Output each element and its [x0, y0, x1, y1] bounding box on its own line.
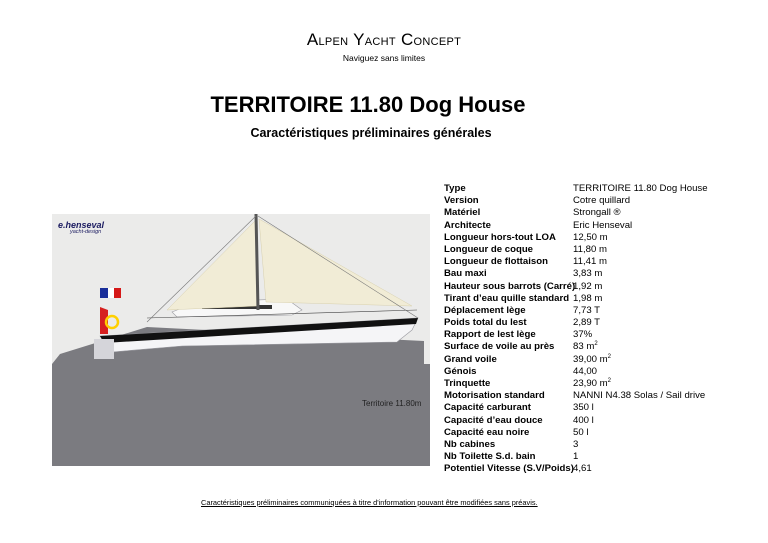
spec-label: Bau maxi	[444, 268, 487, 280]
spec-row	[444, 463, 708, 475]
spec-value: 11,80 m	[573, 243, 607, 255]
spec-row	[444, 183, 708, 195]
spec-row	[444, 390, 708, 402]
spec-label: Trinquette	[444, 378, 491, 389]
spec-label: Capacité d’eau douce	[444, 414, 543, 426]
spec-row	[444, 305, 708, 317]
specs-table	[444, 183, 708, 476]
spec-label: Déplacement lège	[444, 304, 526, 316]
spec-value: 83 $m^2$	[573, 341, 598, 353]
flag-red	[114, 288, 121, 298]
spec-row	[444, 378, 708, 390]
spec-row	[444, 402, 708, 414]
spec-value: 3,83 m	[573, 268, 603, 280]
spec-label: Rapport de lest lège	[444, 329, 536, 341]
brand-word: YACHT	[353, 30, 396, 49]
designer-logo-sub: yacht-design	[70, 229, 102, 235]
spec-row	[444, 329, 708, 341]
brand-name	[0, 30, 768, 50]
brand-word: CONCEPT	[400, 30, 462, 49]
spec-label: Grand voile	[444, 353, 497, 365]
spec-row	[444, 341, 708, 353]
spec-value: TERRITOIRE 11.80 Dog House	[573, 183, 708, 194]
illustration-caption: Territoire 11.80m	[362, 399, 422, 408]
spec-label: Longueur de coque	[444, 243, 534, 255]
spec-value: 23,90 $m^2$	[573, 378, 612, 389]
spec-value: NANNI N4.38 Solas / Sail drive	[573, 390, 706, 402]
spec-row	[444, 451, 708, 463]
page-subtitle: Caractéristiques préliminaires générales	[250, 126, 492, 140]
spec-value: 39,00 $m^2$	[573, 353, 612, 365]
spec-row	[444, 268, 708, 280]
brand-word: ALPEN	[306, 30, 349, 49]
spec-value: 7,73 T	[573, 304, 601, 316]
spec-row	[444, 281, 708, 293]
spec-row	[444, 427, 708, 439]
mast	[256, 214, 258, 310]
spec-value: 1	[573, 451, 579, 463]
spec-row	[444, 244, 708, 256]
spec-label: Capacité eau noire	[444, 426, 530, 438]
spec-value: Eric Henseval	[573, 219, 633, 231]
designer-logo: e.henseval	[58, 220, 105, 230]
spec-row	[444, 195, 708, 207]
spec-value: 3	[573, 438, 579, 450]
spec-value: 50 l	[573, 426, 589, 438]
spec-label: Motorisation standard	[444, 390, 545, 402]
spec-value: 37%	[573, 329, 593, 341]
spec-label: Capacité carburant	[444, 402, 531, 414]
spec-value: 1,92 m	[573, 280, 603, 292]
spec-row	[444, 232, 708, 244]
spec-label: Nb Toilette S.d. bain	[444, 451, 536, 463]
spec-value: 4,61	[573, 463, 592, 475]
spec-label: Longueur de flottaison	[444, 256, 548, 268]
brand-header	[0, 30, 768, 63]
spec-row	[444, 293, 708, 305]
spec-row	[444, 220, 708, 232]
spec-label: Génois	[444, 365, 477, 377]
spec-label: Version	[444, 195, 479, 207]
disclaimer-footnote: Caractéristiques préliminaires communiquées à titre d'information pouvant être modifiées sans préavis.	[201, 498, 538, 507]
spec-row	[444, 439, 708, 451]
spec-row	[444, 354, 708, 366]
spec-row	[444, 207, 708, 219]
flag-blue	[100, 288, 108, 298]
spec-label: Potentiel Vitesse (S.V/Poids)	[444, 463, 574, 475]
boat-illustration	[52, 214, 430, 466]
flag-white	[108, 288, 114, 298]
spec-row	[444, 317, 708, 329]
spec-value: 2,89 T	[573, 317, 601, 329]
transom-platform	[94, 339, 114, 359]
spec-label: Hauteur sous barrots (Carré)	[444, 280, 576, 292]
spec-row	[444, 256, 708, 268]
spec-label: Surface de voile au près	[444, 341, 555, 353]
brand-tagline: Naviguez sans limites	[342, 53, 426, 63]
spec-value: 44,00	[573, 365, 598, 377]
page-title: TERRITOIRE 11.80 Dog House	[210, 92, 526, 117]
spec-label: Longueur hors-tout LOA	[444, 231, 556, 243]
spec-value: 350 l	[573, 402, 594, 414]
spec-label: Architecte	[444, 219, 491, 231]
spec-value: 400 l	[573, 414, 594, 426]
spec-value: Cotre quillard	[573, 195, 631, 207]
spec-label: Nb cabines	[444, 438, 496, 450]
spec-label: Type	[444, 183, 466, 194]
spec-row	[444, 415, 708, 427]
spec-label: Matériel	[444, 207, 481, 219]
spec-value: 1,98 m	[573, 292, 603, 304]
spec-label: Tirant d’eau quille standard	[444, 292, 570, 304]
spec-value: Strongall ®	[573, 207, 621, 219]
spec-value: 11,41 m	[573, 256, 607, 268]
spec-label: Poids total du lest	[444, 317, 527, 329]
spec-value: 12,50 m	[573, 231, 608, 243]
spec-row	[444, 366, 708, 378]
